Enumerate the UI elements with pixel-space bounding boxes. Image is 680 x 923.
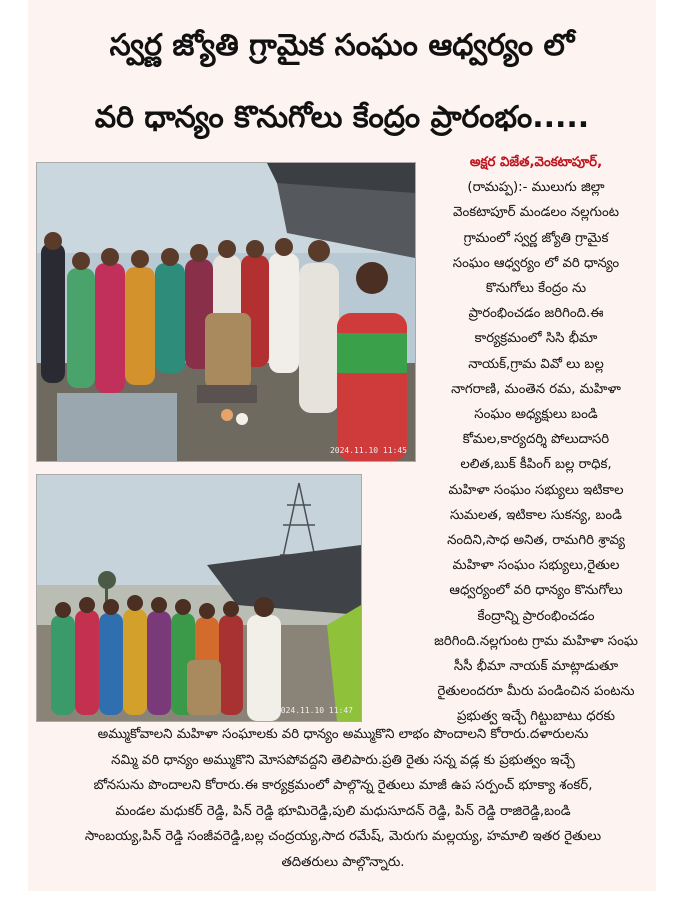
article-line: కోమల,కార్యదర్శి పోలుదాసరి	[462, 432, 610, 448]
article-line: సంఘం ఆధ్వర్యం లో వరి ధాన్యం	[452, 255, 620, 271]
article-line: ఆధ్వర్యంలో వరి ధాన్యం కొనుగోలు	[449, 583, 623, 599]
article-line: రైతులందరూ మీరు పండించిన పంటను	[437, 684, 635, 700]
photo1-timestamp: 2024.11.10 11:45	[329, 446, 407, 455]
article-line: నమ్మి వరి ధాన్యం అమ్ముకొని మోసపోవద్దని తెలిపారు.ప్రతి రైతు సన్న వడ్ల కు ప్రభుత్వం ఇచ్చే	[111, 752, 575, 768]
article-line: ప్రారంభించడం జరిగింది.ఈ	[468, 306, 604, 322]
article-line: మహిళా సంఘం సభ్యులు,రైతుల	[452, 558, 620, 574]
article-line: కార్యక్రమంలో సిసి భీమా	[474, 331, 598, 347]
article-line: సుమలత, ఇటికాల సుకన్య, బండి	[450, 507, 622, 523]
article-line: కేంద్రాన్ని ప్రారంభించడం	[477, 608, 595, 624]
photo-women-group	[36, 474, 362, 722]
article-line: బోనసును పొందాలని కోరారు.ఈ కార్యక్రమంలో పాల్గొన్న రైతులు మాజీ ఉప సర్పంచ్ భూక్యా శంకర్,	[93, 778, 593, 793]
article-line: ప్రభుత్వ ఇచ్చే గిట్టుబాటు ధరకు	[456, 709, 616, 725]
photo2-timestamp: 2024.11.10 11:47	[275, 706, 353, 715]
article-byline: అక్షర విజేత,వెంకటాపూర్,	[469, 155, 603, 170]
article-line: సీసీ భీమా నాయక్ మాట్లాడుతూ	[453, 659, 619, 675]
article-line: మండల మధుకర్ రెడ్డి, పిన్ రెడ్డి భూమిరెడ్డి,పులి మధుసూదన్ రెడ్డి, పిన్ రెడ్డి రాజిరెడ్డి,బండి	[115, 803, 571, 819]
article-line: జరిగింది.నల్లగుంట గ్రామ మహిళా సంఘ	[434, 633, 638, 649]
article-line: (రామప్ప):- ములుగు జిల్లా	[467, 180, 605, 196]
article-column	[418, 150, 654, 730]
article-line: అమ్ముకోవాలని మహిళా సంఘాలకు వరి ధాన్యం అమ్ముకొని లాభం పొందాలని కోరారు.దళారులను	[97, 727, 589, 742]
photo-women-illustration	[37, 475, 361, 721]
article-line: తదితరులు పాల్గొన్నారు.	[281, 854, 405, 870]
article-line: వెంకటాపూర్ మండలం నల్లగుంట	[453, 205, 619, 221]
photo-inauguration-group	[36, 162, 416, 462]
article-line: సాంబయ్య,పిన్ రెడ్డి సంజీవరెడ్డి,బల్ల చంద్రయ్య,సాద రమేష్, మెరుగు మల్లయ్య, హమాలి ఇతర రైతులు	[84, 829, 602, 844]
article-line: నాయక్,గ్రామ వివో లు బల్ల	[468, 356, 604, 372]
headline-line-2: వరి ధాన్యం కొనుగోలు కేంద్రం ప్రారంభం.....	[94, 100, 590, 135]
article-line: నందిని,సాధ అనిత, రామగిరి శ్రావ్య	[447, 533, 625, 549]
article-full-width	[34, 722, 652, 875]
news-clipping	[28, 0, 656, 891]
article-line: గ్రామంలో స్వర్ణ జ్యోతి గ్రామైక	[463, 230, 609, 246]
article-line: కొనుగోలు కేంద్రం ను	[485, 281, 587, 297]
article-line: సంఘం అధ్యక్షులు బండి	[474, 407, 598, 423]
article-line: నాగరాణి, మంతెన రమ, మహిళా	[451, 381, 621, 397]
headline-line-1: స్వర్ణ జ్యోతి గ్రామైక సంఘం ఆధ్వర్యం లో	[109, 28, 575, 63]
article-line: మహిళా సంఘం సభ్యులు ఇటికాల	[448, 482, 624, 498]
photo-inauguration-illustration	[37, 163, 415, 461]
article-line: లలిత,బుక్ కీపింగ్ బల్ల రాధిక,	[460, 457, 612, 473]
